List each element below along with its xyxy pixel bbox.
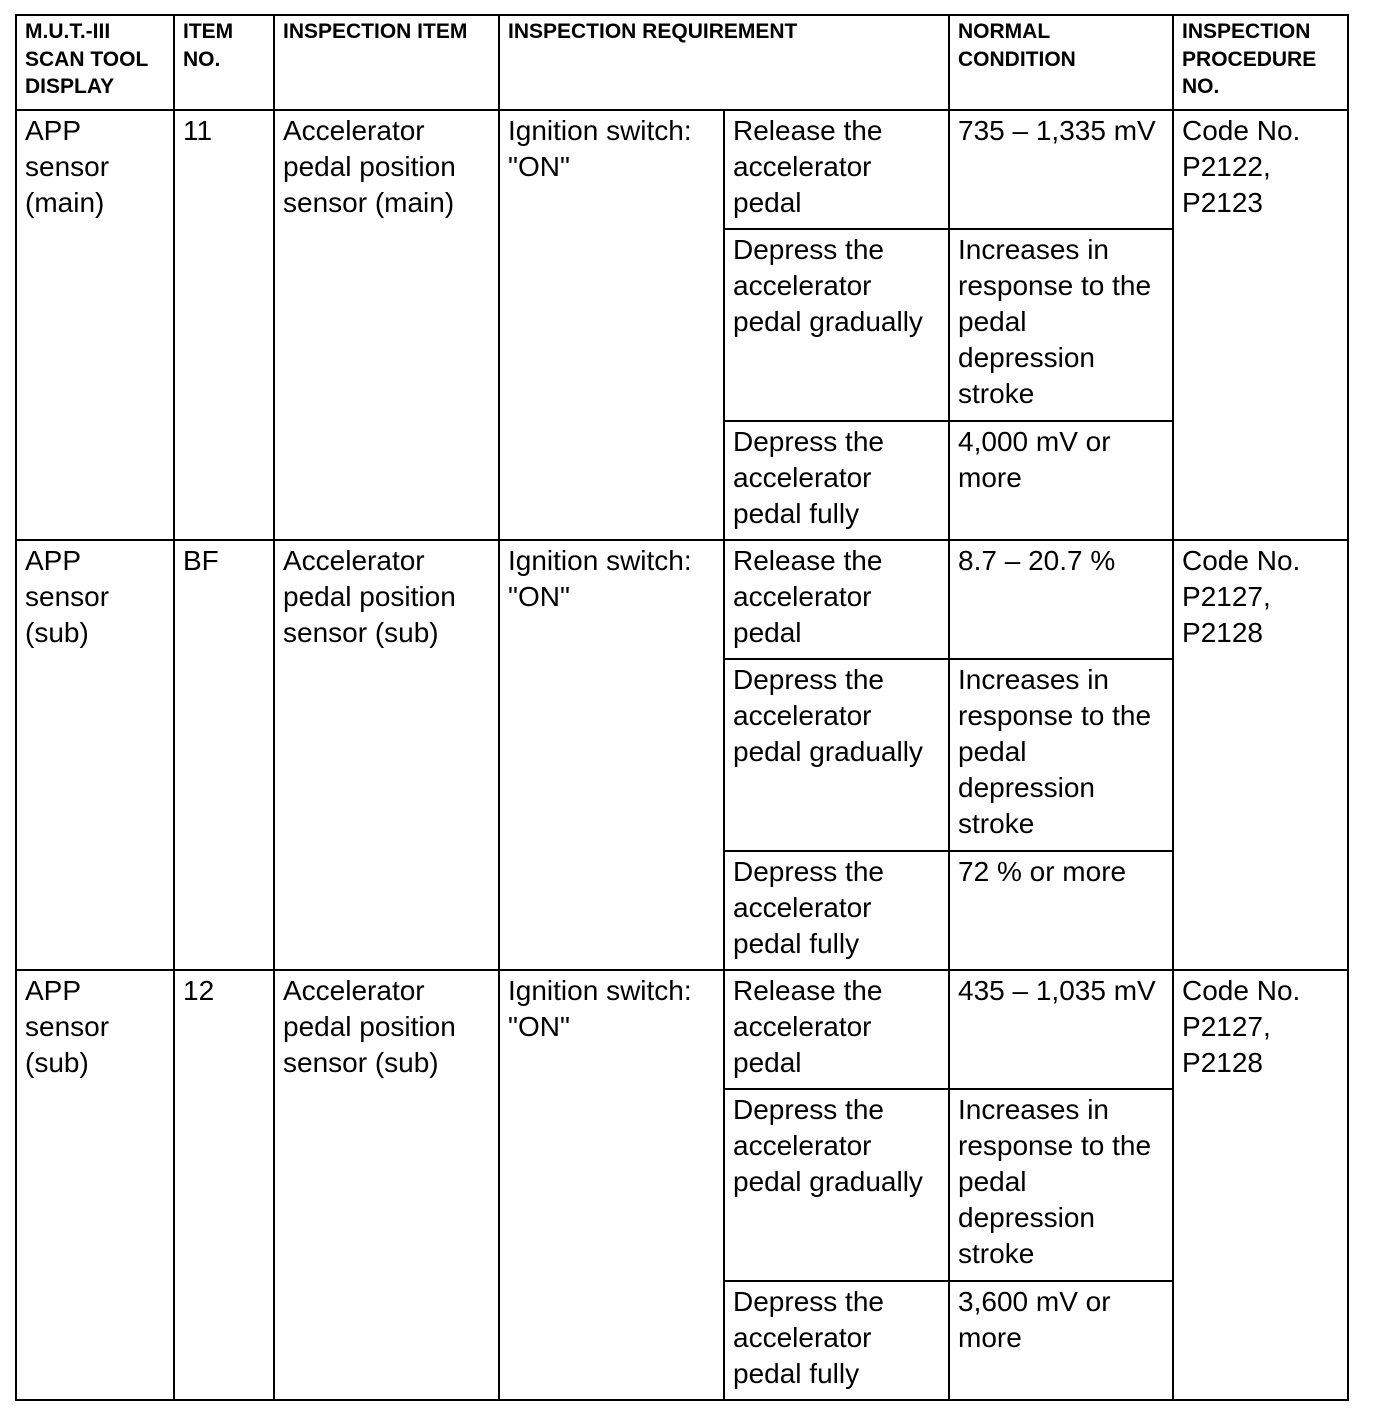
display-cell: APP sensor (sub): [16, 970, 174, 1400]
condition-action-cell: Release the accelerator pedal: [724, 970, 949, 1089]
item-no-cell: 12: [174, 970, 274, 1400]
procedure-cell: Code No. P2127, P2128: [1173, 970, 1348, 1400]
normal-condition-cell: 72 % or more: [949, 851, 1173, 970]
condition-action-cell: Depress the accelerator pedal fully: [724, 1281, 949, 1400]
inspection-table: [15, 14, 1349, 1401]
inspection-item-cell: Accelerator pedal position sensor (sub): [274, 970, 499, 1400]
header-item-no: ITEM NO.: [174, 15, 274, 110]
inspection-item-cell: Accelerator pedal position sensor (main): [274, 110, 499, 540]
condition-action-cell: Depress the accelerator pedal fully: [724, 851, 949, 970]
normal-condition-cell: Increases in response to the pedal depression stroke: [949, 1089, 1173, 1281]
normal-condition-cell: 4,000 mV or more: [949, 421, 1173, 540]
inspection-item-cell: Accelerator pedal position sensor (sub): [274, 540, 499, 970]
display-cell: APP sensor (main): [16, 110, 174, 540]
normal-condition-cell: 435 – 1,035 mV: [949, 970, 1173, 1089]
table-row: [16, 970, 1348, 1089]
procedure-cell: Code No. P2127, P2128: [1173, 540, 1348, 970]
condition-action-cell: Release the accelerator pedal: [724, 540, 949, 659]
normal-condition-cell: 3,600 mV or more: [949, 1281, 1173, 1400]
header-procedure-no: INSPECTION PROCEDURE NO.: [1173, 15, 1348, 110]
normal-condition-cell: Increases in response to the pedal depression stroke: [949, 659, 1173, 851]
requirement-cell: Ignition switch: "ON": [499, 970, 724, 1400]
display-cell: APP sensor (sub): [16, 540, 174, 970]
normal-condition-cell: 735 – 1,335 mV: [949, 110, 1173, 229]
requirement-cell: Ignition switch: "ON": [499, 110, 724, 540]
header-requirement: INSPECTION REQUIREMENT: [499, 15, 949, 110]
procedure-cell: Code No. P2122, P2123: [1173, 110, 1348, 540]
condition-action-cell: Depress the accelerator pedal gradually: [724, 229, 949, 421]
table-row: [16, 540, 1348, 659]
requirement-cell: Ignition switch: "ON": [499, 540, 724, 970]
condition-action-cell: Depress the accelerator pedal gradually: [724, 659, 949, 851]
condition-action-cell: Release the accelerator pedal: [724, 110, 949, 229]
item-no-cell: BF: [174, 540, 274, 970]
condition-action-cell: Depress the accelerator pedal gradually: [724, 1089, 949, 1281]
header-normal-condition: NORMAL CONDITION: [949, 15, 1173, 110]
table-row: [16, 110, 1348, 229]
normal-condition-cell: 8.7 – 20.7 %: [949, 540, 1173, 659]
item-no-cell: 11: [174, 110, 274, 540]
header-display: M.U.T.-III SCAN TOOL DISPLAY: [16, 15, 174, 110]
header-row: [16, 15, 1348, 110]
condition-action-cell: Depress the accelerator pedal fully: [724, 421, 949, 540]
normal-condition-cell: Increases in response to the pedal depression stroke: [949, 229, 1173, 421]
header-inspection-item: INSPECTION ITEM: [274, 15, 499, 110]
